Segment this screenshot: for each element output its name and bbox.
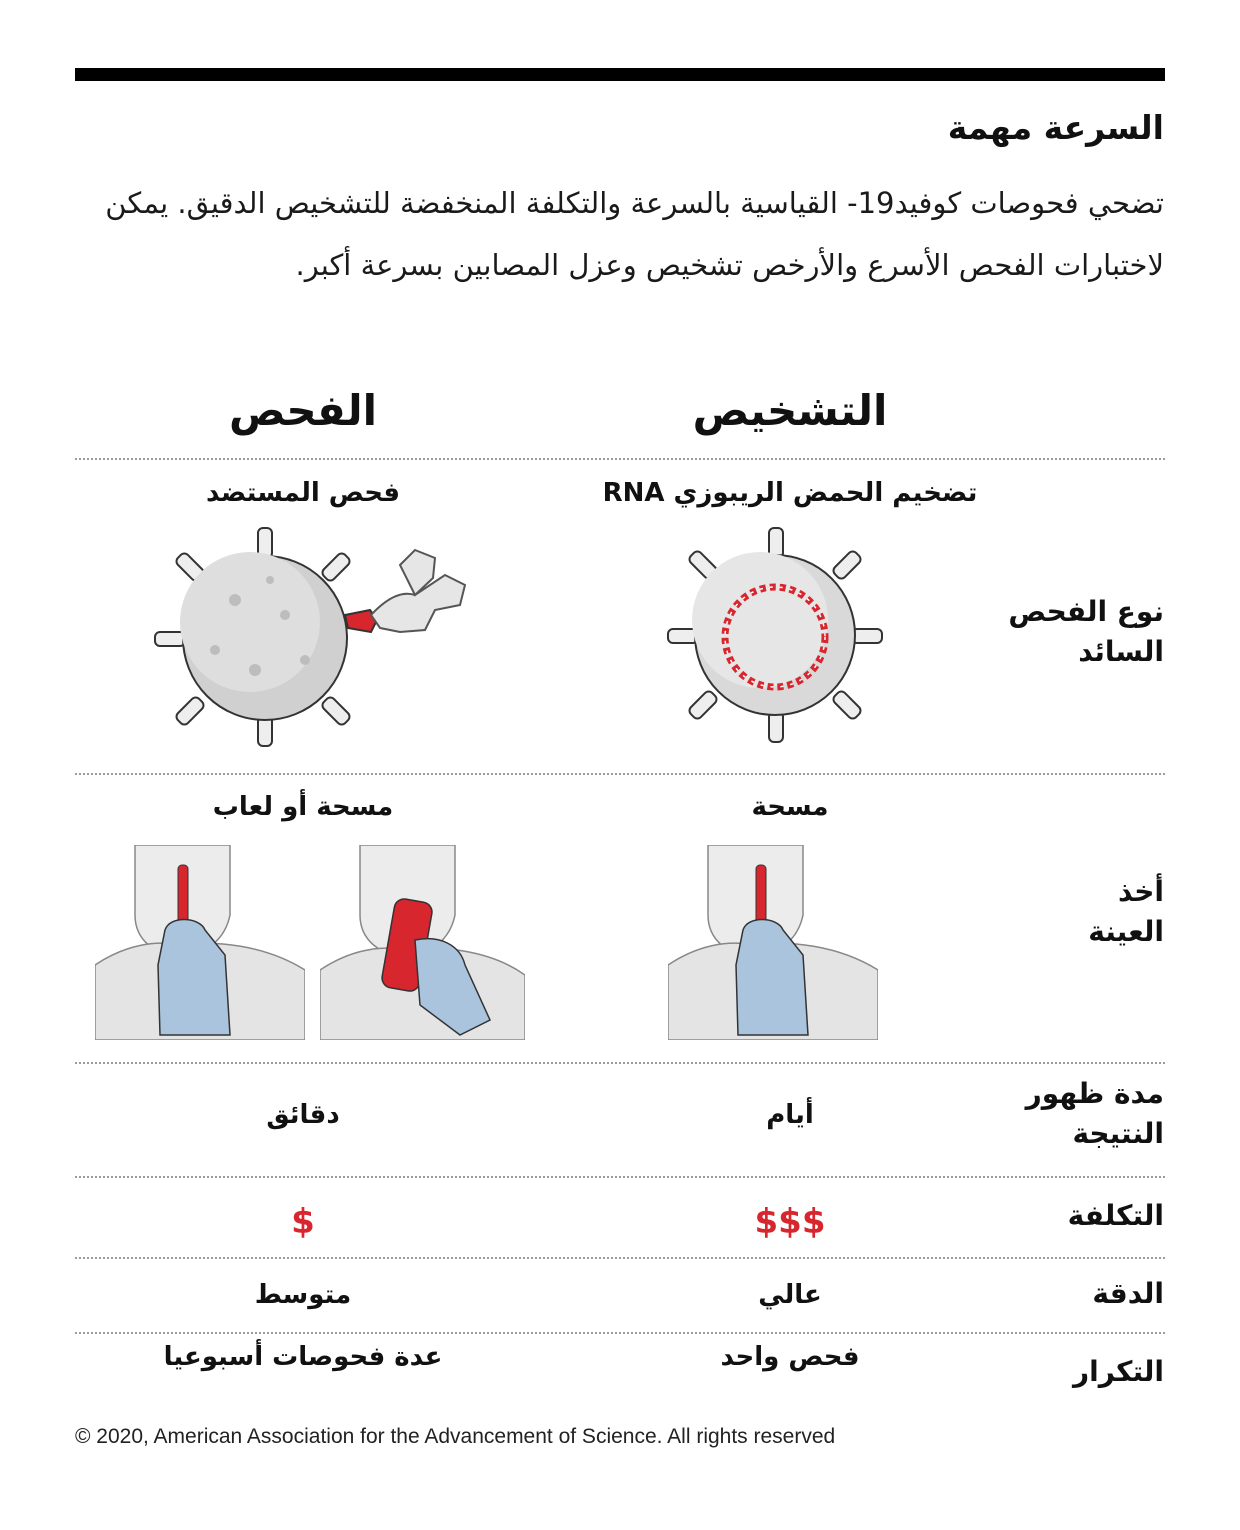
divider (75, 458, 1165, 460)
copyright: © 2020, American Association for the Advancement of Science. All rights reserved (75, 1425, 836, 1448)
divider (75, 1257, 1165, 1259)
nasal-swab-icon (668, 845, 878, 1040)
row-label-cost: التكلفة (1067, 1199, 1164, 1232)
row-label-turnaround: مدة ظهور النتيجة (1025, 1077, 1164, 1150)
row-label-frequency: التكرار (1073, 1355, 1164, 1388)
virus-antigen-icon (145, 520, 485, 755)
screening-test-type: فحص المستضد (205, 478, 401, 508)
row-label-sampling: أخذ العينة (1088, 875, 1164, 948)
column-head-diagnosis: التشخيص (692, 386, 888, 435)
saliva-tube-icon (320, 845, 525, 1040)
screening-sampling: مسحة أو لعاب (212, 792, 394, 822)
column-head-screening: الفحص (229, 386, 377, 435)
divider (75, 1332, 1165, 1334)
divider (75, 1062, 1165, 1064)
diagnosis-turnaround: أيام (766, 1100, 814, 1130)
nasal-swab-icon (95, 845, 305, 1040)
diagnosis-test-type: تضخيم الحمض الريبوزي RNA (602, 478, 978, 508)
top-rule (75, 68, 1165, 81)
diagnosis-cost: $$$ (754, 1202, 826, 1242)
screening-turnaround: دقائق (266, 1100, 340, 1130)
row-label-accuracy: الدقة (1092, 1277, 1164, 1310)
divider (75, 773, 1165, 775)
screening-cost: $ (291, 1202, 315, 1242)
diagnosis-sampling: مسحة (751, 792, 829, 822)
intro-text: تضحي فحوصات كوفيد19- القياسية بالسرعة والتكلفة المنخفضة للتشخيص الدقيق. يمكن لاختبارات الفحص الأسرع والأرخص تشخيص وعزل المصابين بسرعة أكبر. (105, 186, 1164, 282)
page-title: السرعة مهمة (947, 108, 1164, 147)
virus-rna-icon (660, 520, 890, 750)
divider (75, 1176, 1165, 1178)
screening-frequency: عدة فحوصات أسبوعيا (163, 1342, 443, 1372)
screening-accuracy: متوسط (254, 1280, 352, 1310)
diagnosis-accuracy: عالي (758, 1280, 822, 1310)
diagnosis-frequency: فحص واحد (720, 1342, 860, 1372)
row-label-test-type: نوع الفحص السائد (1008, 595, 1164, 668)
